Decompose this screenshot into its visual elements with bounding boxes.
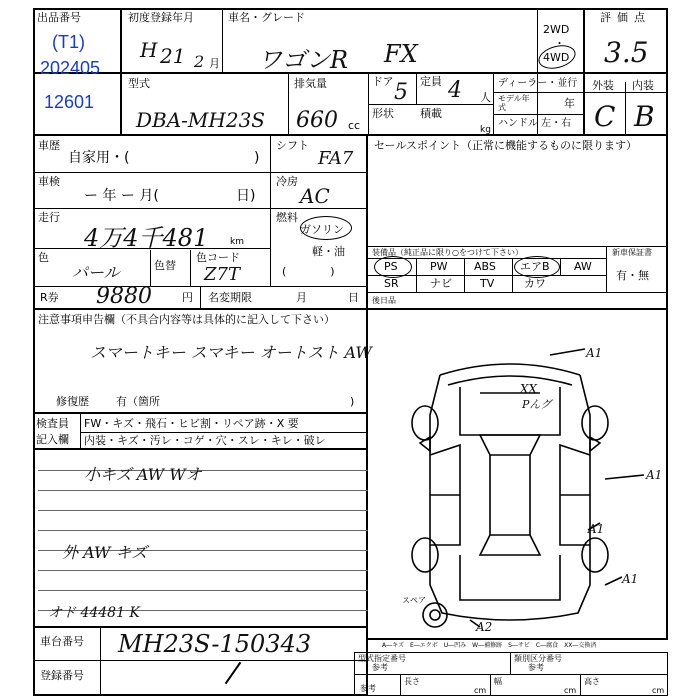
divider xyxy=(33,208,368,209)
damage-legend: A―キズ E―エクボ U―凹み W―補修跡 S―サビ C―腐食 XX―交換済 xyxy=(382,642,597,649)
length-label: 長さ xyxy=(404,677,420,686)
km-unit: km xyxy=(230,237,244,247)
length-unit: cm xyxy=(474,686,487,695)
rule xyxy=(38,490,368,491)
divider xyxy=(100,626,101,696)
score-label: 評価点 xyxy=(600,11,651,24)
grade: FX xyxy=(384,40,418,68)
interior-label: 内装 xyxy=(632,79,654,92)
divider xyxy=(354,674,668,675)
drive-4wd: 4WD xyxy=(543,51,570,64)
load-label: 積載 xyxy=(420,107,442,120)
divider xyxy=(560,258,561,275)
divider xyxy=(222,8,223,72)
notes-label: 注意事項申告欄（不具合内容等は具体的に記入して下さい） xyxy=(38,313,335,326)
divider xyxy=(190,250,191,286)
inspection-value: ー 年 ー 月( xyxy=(84,188,159,204)
vin-value: MH23S-150343 xyxy=(118,630,312,658)
divider xyxy=(625,82,626,136)
fuel-gas: ガソリン xyxy=(300,223,344,236)
class-no-label: 類別区分番号 xyxy=(514,654,562,663)
displacement-label: 排気量 xyxy=(294,77,327,90)
divider xyxy=(33,660,368,661)
car-name: ワゴンR xyxy=(258,46,349,74)
divider xyxy=(493,114,583,115)
lot-number: 12601 xyxy=(44,92,95,112)
cc-unit: cc xyxy=(348,119,361,132)
dealer-label: ディーラー・並行 xyxy=(498,78,578,89)
type-no-label: 型式指定番号 xyxy=(358,654,406,663)
model-year-label: モデル年式 xyxy=(498,94,530,112)
inspector-note-1: 小キズ AW Wオ xyxy=(84,465,202,484)
rule xyxy=(38,570,368,571)
history-value: 自家用・( xyxy=(68,150,130,166)
mark-a1-rear: A1 xyxy=(622,572,639,586)
color-code-label: 色コード xyxy=(196,251,240,264)
equip-leather: カワ xyxy=(524,277,546,290)
doors-label: ドア xyxy=(372,75,394,88)
equip-tv: TV xyxy=(480,277,495,290)
first-reg-label: 初度登録年月 xyxy=(128,11,194,24)
interior-row: 内装・キズ・汚レ・コゲ・穴・スレ・キレ・破レ xyxy=(84,434,326,447)
warranty-value: 有・無 xyxy=(616,269,649,282)
car-name-label: 車名・グレード xyxy=(228,11,305,24)
shift-label: シフト xyxy=(276,139,309,152)
airbag-circle xyxy=(514,256,560,278)
doors-value: 5 xyxy=(394,80,408,105)
model-code: DBA-MH23S xyxy=(136,108,266,132)
divider xyxy=(368,292,668,293)
color-change-label: 色替 xyxy=(154,259,176,272)
type-no-ref: 参考 xyxy=(372,663,388,672)
equip-sr: SR xyxy=(384,277,399,290)
model-label: 型式 xyxy=(128,77,150,90)
divider xyxy=(368,246,668,247)
inspection-label: 車検 xyxy=(38,175,60,188)
interior-grade: B xyxy=(634,100,655,133)
inspector-note-3: オド 44481 K xyxy=(48,605,140,621)
fw-row: FW・キズ・飛石・ヒビ割・リペア跡・X 要 xyxy=(84,417,299,430)
fuel-light: 軽・油 xyxy=(312,245,345,258)
ac-value: AC xyxy=(300,184,330,208)
equip-aw: AW xyxy=(574,260,592,273)
lot-prefix: (T1) xyxy=(52,32,85,52)
vin-label: 車台番号 xyxy=(40,635,84,648)
drive-2wd: 2WD xyxy=(543,23,570,36)
divider xyxy=(368,74,369,136)
year-unit: 年 xyxy=(564,97,575,110)
r-ticket-value: 9880 xyxy=(96,284,152,309)
ac-label: 冷房 xyxy=(276,175,298,188)
handle-label: ハンドル 左・右 xyxy=(498,118,572,129)
divider xyxy=(493,92,583,93)
divider xyxy=(416,74,417,104)
fuel-label: 燃料 xyxy=(276,211,298,224)
exterior-label: 外装 xyxy=(592,79,614,92)
capacity-label: 定員 xyxy=(420,75,442,88)
divider xyxy=(583,8,585,136)
name-change-month: 月 xyxy=(296,291,307,304)
repair-close: ) xyxy=(350,395,355,408)
divider xyxy=(606,246,607,292)
divider xyxy=(490,674,491,696)
yen-unit: 円 xyxy=(182,291,193,304)
first-reg-era: H xyxy=(140,38,158,62)
sales-point-label: セールスポイント（正常に機能するものに限ります） xyxy=(374,139,638,152)
mark-a1-top: A1 xyxy=(586,346,603,360)
capacity-value: 4 xyxy=(448,78,462,103)
rule xyxy=(38,530,368,531)
name-change-label: 名変期限 xyxy=(208,291,252,304)
length-ref: 参考 xyxy=(360,684,376,693)
history-label: 車歴 xyxy=(38,139,60,152)
divider xyxy=(580,674,581,696)
shape-label: 形状 xyxy=(372,107,394,120)
divider xyxy=(510,652,511,674)
warranty-label: 新車保証書 xyxy=(612,248,652,257)
ps-circle xyxy=(374,256,412,278)
r-ticket-label: R券 xyxy=(40,291,59,304)
mileage-label: 走行 xyxy=(38,211,60,224)
divider xyxy=(33,172,368,173)
repair-value: 有（箇所 xyxy=(116,395,160,408)
divider xyxy=(120,8,122,136)
person-unit: 人 xyxy=(480,91,491,104)
color-value: パール xyxy=(72,263,120,282)
history-close: ) xyxy=(254,150,260,166)
height-label: 高さ xyxy=(584,677,600,686)
rear-seat-label: 後日品 xyxy=(372,296,396,305)
divider xyxy=(537,8,538,136)
divider xyxy=(512,258,513,292)
equip-airbag: エアB xyxy=(520,260,550,273)
sales-frame xyxy=(368,136,668,310)
equip-ps: PS xyxy=(384,260,398,273)
class-no-ref: 参考 xyxy=(528,663,544,672)
kg-unit: kg xyxy=(480,125,491,135)
color-code-value: Z7T xyxy=(204,264,240,285)
first-reg-year: 21 xyxy=(160,44,186,68)
divider xyxy=(33,72,668,74)
equip-abs: ABS xyxy=(474,260,496,273)
month-unit: 月 xyxy=(209,57,220,70)
mark-a1-mid: A1 xyxy=(588,522,605,536)
fuel-paren: ( ) xyxy=(282,265,335,278)
inspector-label: 検査員 xyxy=(36,417,69,430)
width-label: 幅 xyxy=(494,677,502,686)
drive-dot: ・ xyxy=(554,37,565,50)
name-change-day: 日 xyxy=(348,291,359,304)
score-value: 3.5 xyxy=(604,36,649,69)
repair-label: 修復歴 xyxy=(56,395,89,408)
color-label: 色 xyxy=(38,251,49,264)
divider xyxy=(464,258,465,292)
rule xyxy=(38,590,368,591)
mark-a1-right: A1 xyxy=(646,468,663,482)
mark-a2: A2 xyxy=(476,620,493,634)
displacement-value: 660 xyxy=(296,108,338,133)
lot-label: 出品番号 xyxy=(37,11,81,24)
exterior-grade: C xyxy=(594,100,616,133)
divider xyxy=(150,250,151,286)
mileage-value: 4万4千481 xyxy=(84,224,209,252)
divider xyxy=(288,74,289,136)
inspection-day: 日) xyxy=(236,188,256,204)
shift-value: FA7 xyxy=(318,148,354,169)
divider xyxy=(368,104,493,105)
notes-text: スマートキー スマキー オートスト AW xyxy=(90,343,372,362)
equip-navi: ナビ xyxy=(430,277,452,290)
equip-pw: PW xyxy=(430,260,448,273)
first-reg-month: 2 xyxy=(194,52,205,71)
fuel-gas-circle xyxy=(300,216,352,240)
width-unit: cm xyxy=(564,686,577,695)
mark-bumper-note: Pんグ xyxy=(522,398,552,411)
spare-label: スペア xyxy=(402,596,426,605)
divider xyxy=(270,136,271,286)
divider xyxy=(493,74,494,136)
divider xyxy=(400,674,401,696)
inspector-note-2: 外 AW キズ xyxy=(62,543,148,562)
divider xyxy=(80,432,368,433)
divider xyxy=(200,286,201,310)
lot-date: 202405 xyxy=(40,58,101,78)
height-unit: cm xyxy=(652,686,665,695)
equipment-label: 装備品（純正品に限り○をつけて下さい） xyxy=(372,248,523,257)
divider xyxy=(416,258,417,292)
entry-label: 記入欄 xyxy=(36,433,69,446)
rule xyxy=(38,510,368,511)
mark-xx: XX xyxy=(520,382,538,396)
reg-label: 登録番号 xyxy=(40,669,84,682)
